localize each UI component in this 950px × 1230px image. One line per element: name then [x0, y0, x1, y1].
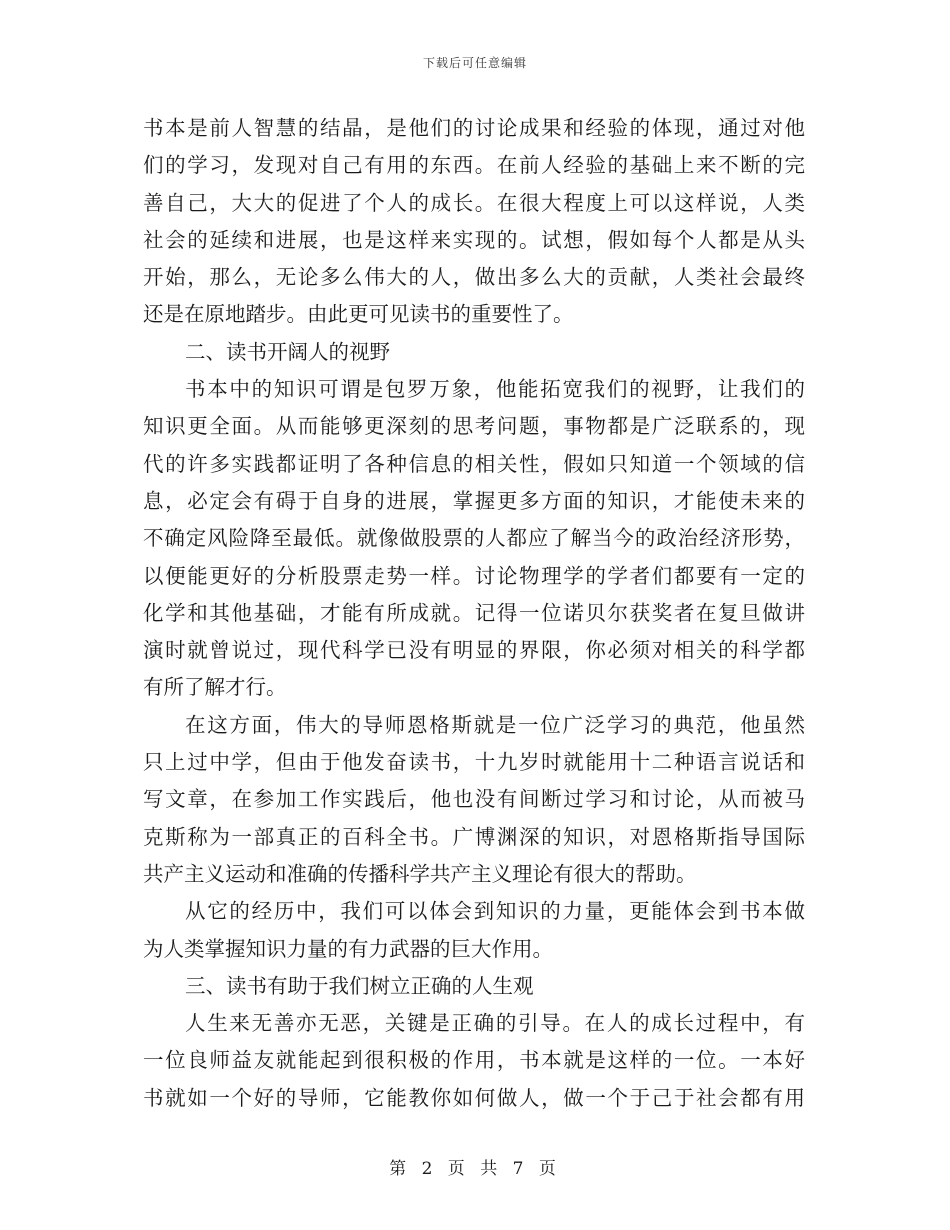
- text-line: 善自己，大大的促进了个人的成长。在很大程度上可以这样说，人类: [143, 190, 805, 215]
- text-line: 在这方面，伟大的导师恩格斯就是一位广泛学习的典范，他虽然: [185, 712, 805, 737]
- document-body: [143, 110, 805, 1117]
- text-line: 不确定风险降至最低。就像做股票的人都应了解当今的政治经济形势，: [143, 526, 805, 551]
- text-line: 以便能更好的分析股票走势一样。讨论物理学的学者们都要有一定的: [143, 563, 805, 588]
- page-footer: 第 2 页 共 7 页: [389, 1159, 561, 1179]
- text-line: 二、读书开阔人的视野: [185, 339, 390, 364]
- text-line: 们的学习，发现对自己有用的东西。在前人经验的基础上来不断的完: [143, 153, 805, 178]
- text-line: 代的许多实践都证明了各种信息的相关性，假如只知道一个领域的信: [143, 451, 805, 476]
- text-line: 书本中的知识可谓是包罗万象，他能拓宽我们的视野，让我们的: [185, 377, 805, 402]
- text-line: 人生来无善亦无恶，关键是正确的引导。在人的成长过程中，有: [185, 1011, 805, 1036]
- text-line: 有所了解才行。: [143, 675, 287, 700]
- text-line: 书本是前人智慧的结晶，是他们的讨论成果和经验的体现，通过对他: [143, 116, 805, 140]
- text-line: 克斯称为一部真正的百科全书。广博渊深的知识，对恩格斯指导国际: [143, 824, 805, 849]
- text-line: 化学和其他基础，才能有所成就。记得一位诺贝尔获奖者在复旦做讲: [143, 600, 805, 625]
- text-line: 写文章，在参加工作实践后，他也没有间断过学习和讨论，从而被马: [143, 787, 805, 812]
- text-line: 只上过中学，但由于他发奋读书，十九岁时就能用十二种语言说话和: [143, 750, 805, 775]
- text-line: 社会的延续和进展，也是这样来实现的。试想，假如每个人都是从头: [143, 227, 805, 252]
- text-line: 知识更全面。从而能够更深刻的思考问题，事物都是广泛联系的，现: [143, 414, 805, 439]
- text-line: 一位良师益友就能起到很积极的作用，书本就是这样的一位。一本好: [143, 1048, 805, 1073]
- text-line: 从它的经历中，我们可以体会到知识的力量，更能体会到书本做: [185, 899, 805, 924]
- text-line: 三、读书有助于我们树立正确的人生观: [185, 973, 534, 998]
- text-line: 书就如一个好的导师，它能教你如何做人，做一个于己于社会都有用: [143, 1085, 805, 1110]
- page-header: 下载后可任意编辑: [422, 56, 527, 70]
- text-line: 演时就曾说过，现代科学已没有明显的界限，你必须对相关的科学都: [143, 638, 805, 663]
- text-line: 息，必定会有碍于自身的进展，掌握更多方面的知识，才能使未来的: [143, 488, 805, 513]
- text-line: 还是在原地踏步。由此更可见读书的重要性了。: [143, 302, 574, 327]
- text-line: 开始，那么，无论多么伟大的人，做出多么大的贡献，人类社会最终: [143, 265, 805, 290]
- text-line: 为人类掌握知识力量的有力武器的巨大作用。: [143, 936, 553, 961]
- text-line: 共产主义运动和准确的传播科学共产主义理论有很大的帮助。: [143, 861, 697, 886]
